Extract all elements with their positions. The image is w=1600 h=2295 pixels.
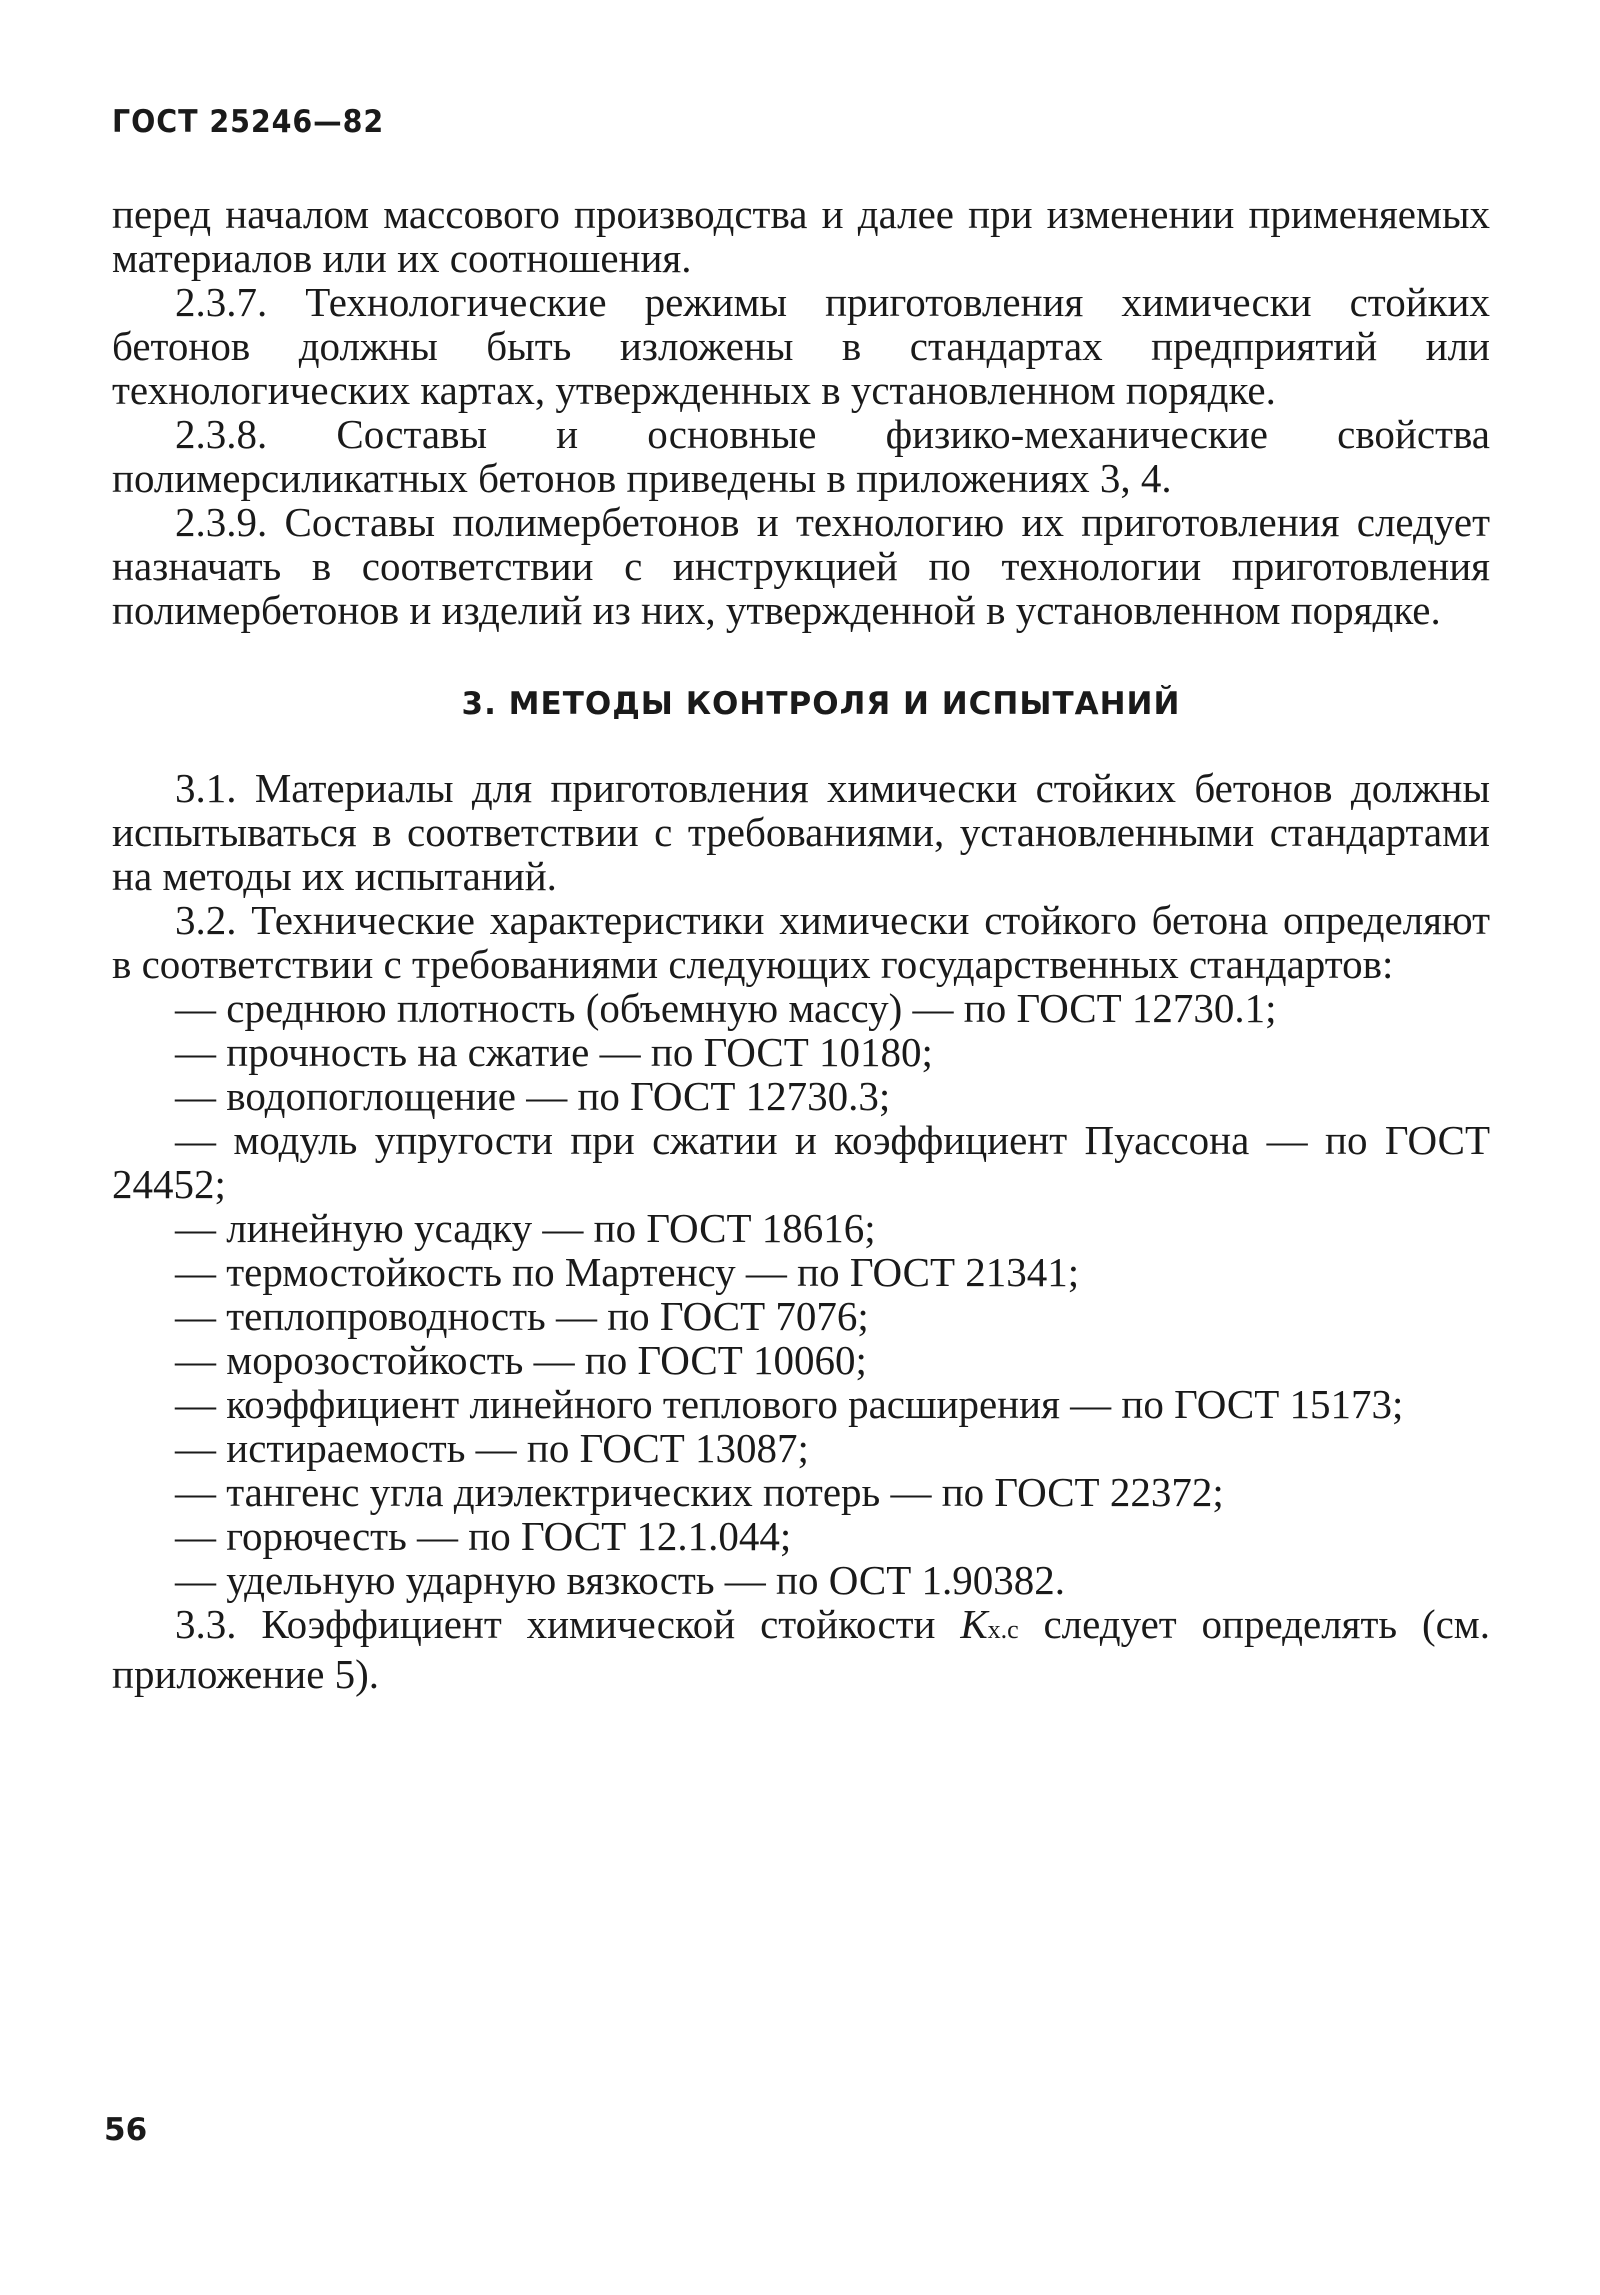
list-item: — прочность на сжатие — по ГОСТ 10180; (175, 1029, 933, 1075)
paragraph-3-2: 3.2. Технические характеристики химически стойкого бетона определяют в соответствии с требованиями следующих государственных стандартов: (112, 897, 1490, 987)
list-item: — теплопроводность — по ГОСТ 7076; (175, 1293, 869, 1339)
list-item: — линейную усадку — по ГОСТ 18616; (175, 1205, 876, 1251)
paragraph-2-3-9: 2.3.9. Составы полимербетонов и технологию их приготовления следует назначать в соответствии с инструкцией по технологии приготовления полимербетонов и изделий из них, утвержденной в установленном порядке. (112, 499, 1490, 633)
list-item: — истираемость — по ГОСТ 13087; (175, 1425, 809, 1471)
paragraph-3-1: 3.1. Материалы для приготовления химически стойких бетонов должны испытываться в соответствии с требованиями, установленными стандартами на методы их испытаний. (112, 765, 1490, 899)
paragraph-2-3-7: 2.3.7. Технологические режимы приготовления химически стойких бетонов должны быть изложены в стандартах предприятий или технологических картах, утвержденных в установленном порядке. (112, 279, 1490, 413)
list-item: — среднюю плотность (объемную массу) — по ГОСТ 12730.1; (175, 985, 1277, 1031)
paragraph-3-3 (112, 1602, 1490, 1696)
paragraph-3-3-lead: 3.3. Коэффициент химической стойкости (175, 1601, 961, 1647)
coefficient-subscript: х.с (987, 1615, 1019, 1644)
list-item: — морозостойкость — по ГОСТ 10060; (175, 1337, 867, 1383)
list-item: — модуль упругости при сжатии и коэффициент Пуассона — по ГОСТ 24452; (112, 1117, 1490, 1207)
section-heading: 3. МЕТОДЫ КОНТРОЛЯ И ИСПЫТАНИЙ (461, 686, 1181, 722)
document-header: ГОСТ 25246—82 (112, 104, 385, 140)
list-item: — коэффициент линейного теплового расширения — по ГОСТ 15173; (175, 1381, 1404, 1427)
document-body (112, 192, 1490, 1696)
list-item: — горючесть — по ГОСТ 12.1.044; (175, 1513, 792, 1559)
list-item: — удельную ударную вязкость — по ОСТ 1.90382. (175, 1557, 1065, 1603)
paragraph-2-3-8: 2.3.8. Составы и основные физико-механические свойства полимерсиликатных бетонов приведены в приложениях 3, 4. (112, 411, 1490, 501)
paragraph-3-3-tail: следует определять (см. приложение 5). (112, 1601, 1491, 1697)
paragraph-continuation: перед началом массового производства и далее при изменении применяемых материалов или их соотношения. (112, 191, 1490, 281)
list-item: — тангенс угла диэлектрических потерь — по ГОСТ 22372; (175, 1469, 1224, 1515)
list-item: — термостойкость по Мартенсу — по ГОСТ 21341; (175, 1249, 1080, 1295)
page-number: 56 (104, 2112, 148, 2148)
coefficient-symbol: К (960, 1601, 988, 1647)
list-item: — водопоглощение — по ГОСТ 12730.3; (175, 1073, 891, 1119)
